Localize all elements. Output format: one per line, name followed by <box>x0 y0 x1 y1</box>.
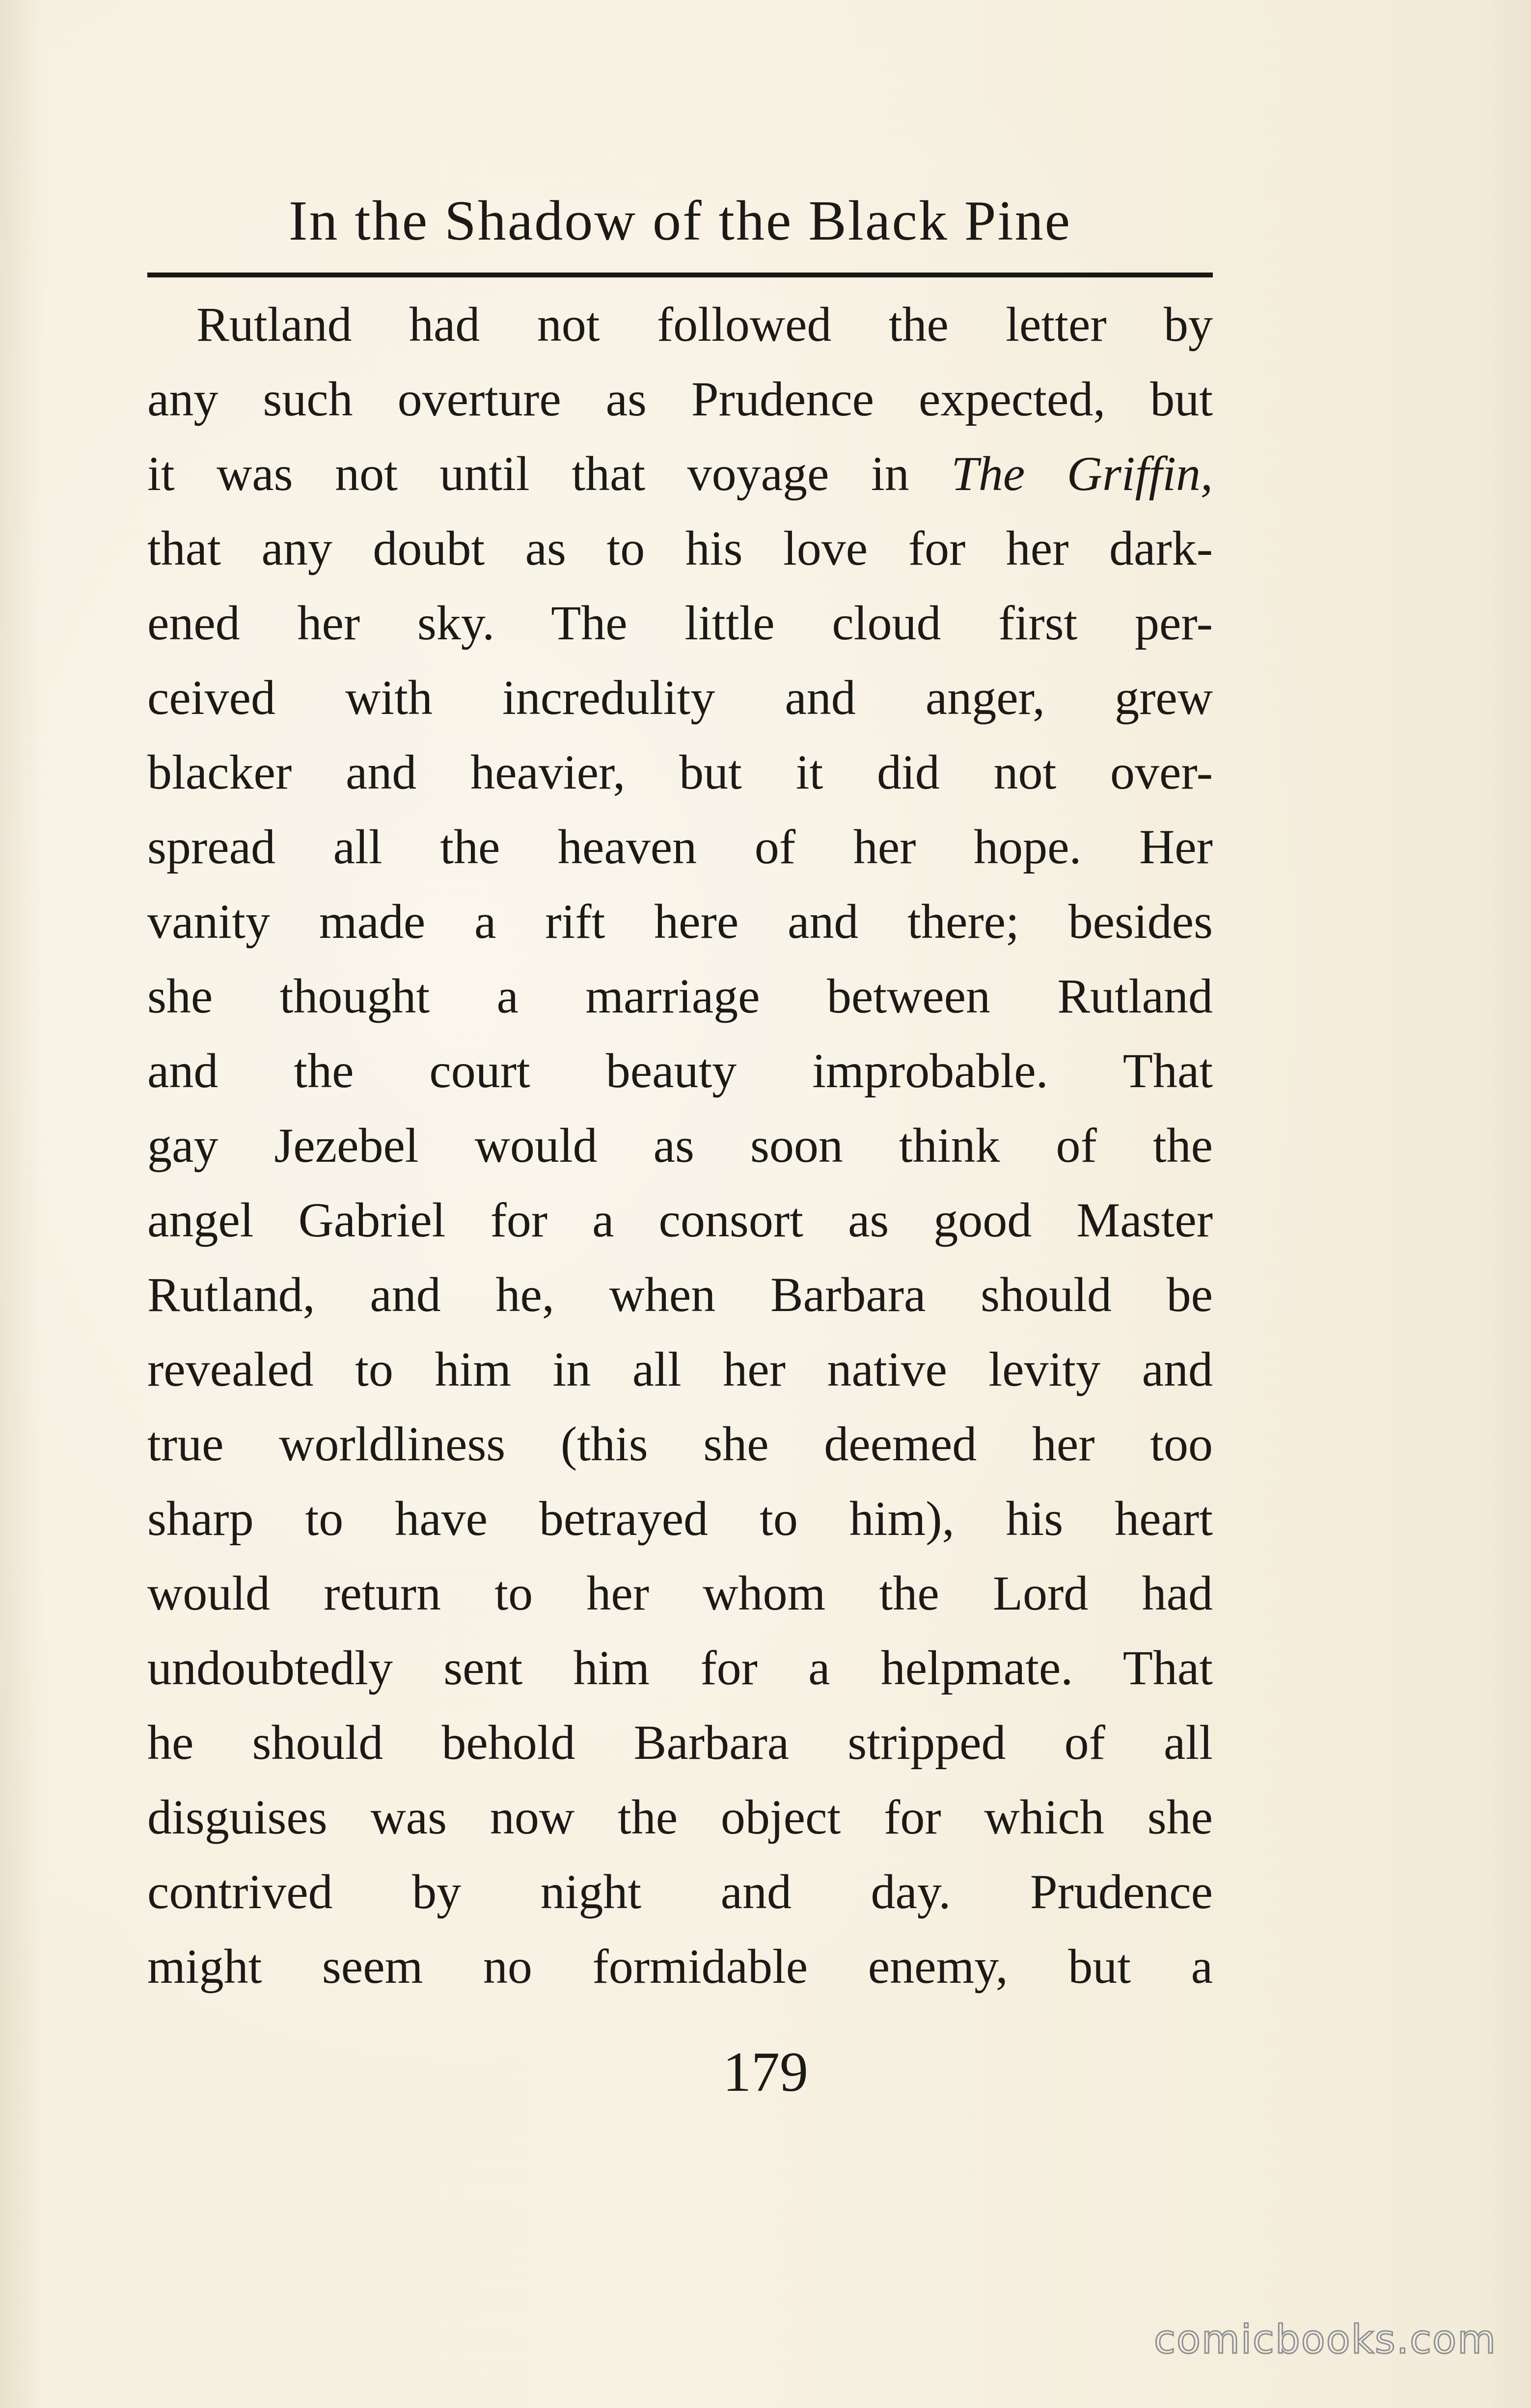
text-line: ened her sky. The little cloud first per- <box>147 596 1213 650</box>
text-line: disguises was now the object for which she <box>147 1790 1213 1844</box>
text-line: contrived by night and day. Prudence <box>147 1864 1213 1919</box>
header-rule <box>147 273 1213 277</box>
text-line: vanity made a rift here and there; besides <box>147 894 1213 949</box>
text-line: and the court beauty improbable. That <box>147 1043 1213 1098</box>
watermark: comicbooks.com <box>1153 2317 1497 2362</box>
text-line: would return to her whom the Lord had <box>147 1566 1213 1620</box>
text-line: spread all the heaven of her hope. Her <box>147 820 1213 874</box>
text-line <box>147 437 1213 511</box>
text-line: undoubtedly sent him for a helpmate. That <box>147 1641 1213 1695</box>
page-number: 179 <box>723 2041 808 2104</box>
text-line: she thought a marriage between Rutland <box>147 969 1213 1023</box>
text-line: true worldliness (this she deemed her too <box>147 1417 1213 1471</box>
body-text <box>147 287 1213 2004</box>
text-line: that any doubt as to his love for her dark- <box>147 521 1213 575</box>
text-line: revealed to him in all her native levity and <box>147 1342 1213 1396</box>
italic-book-title: The Griffin, <box>951 446 1213 501</box>
text-line: sharp to have betrayed to him), his heart <box>147 1491 1213 1546</box>
text-line: angel Gabriel for a consort as good Master <box>147 1193 1213 1247</box>
text-line: ceived with incredulity and anger, grew <box>147 670 1213 725</box>
text-line: Rutland, and he, when Barbara should be <box>147 1267 1213 1322</box>
text-line: he should behold Barbara stripped of all <box>147 1715 1213 1770</box>
running-header: In the Shadow of the Black Pine <box>288 190 1072 252</box>
text-line: might seem no formidable enemy, but a <box>147 1939 1213 1994</box>
text-line: any such overture as Prudence expected, but <box>147 372 1213 426</box>
text-line: Rutland had not followed the letter by <box>196 297 1213 352</box>
text-line: blacker and heavier, but it did not over- <box>147 745 1213 799</box>
text-line: gay Jezebel would as soon think of the <box>147 1118 1213 1173</box>
text-line-start: it was not until that voyage in <box>147 446 952 501</box>
